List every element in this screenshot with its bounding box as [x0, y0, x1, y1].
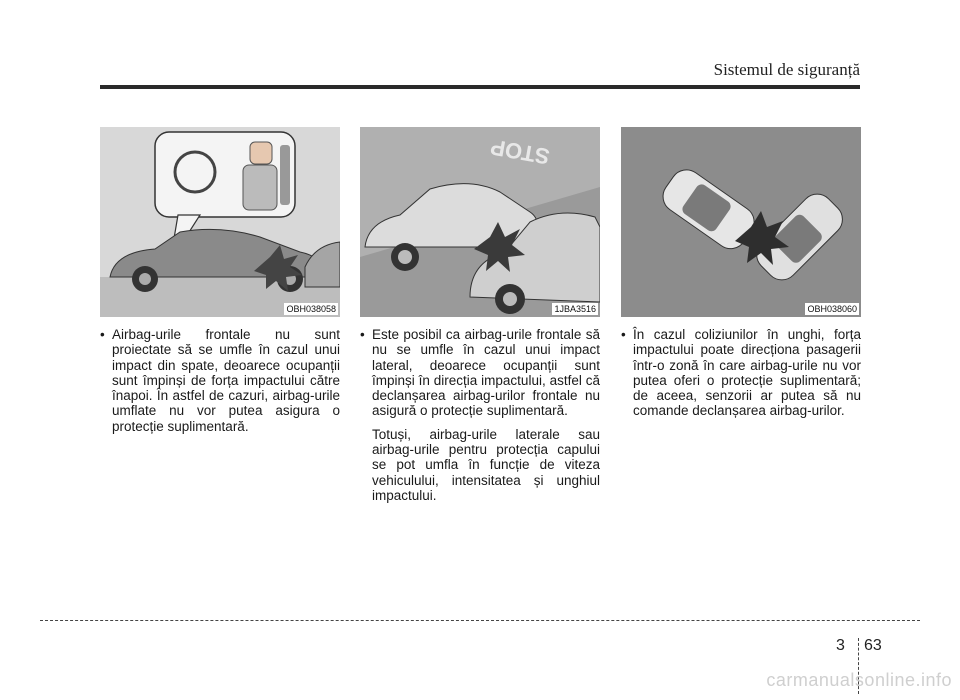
figure-code: OBH038058	[286, 304, 336, 314]
figure-side-impact	[360, 127, 600, 317]
section-number: 3	[836, 637, 845, 654]
column-angle-impact	[621, 127, 861, 419]
column-side-impact	[360, 127, 600, 503]
bullet-item	[360, 327, 600, 419]
bullet-text: În cazul coliziunilor în unghi, forța impactului poate direcționa pasagerii într-o zonă în care airbag-urile nu vor putea oferi o protecție suplimentară; de aceea, senzorii ar putea să nu comande declanșarea airbag-urilor.	[633, 327, 861, 419]
figure-code: 1JBA3516	[554, 304, 596, 314]
figure-angle-impact	[621, 127, 861, 317]
angle-impact-illustration	[621, 127, 861, 317]
side-impact-illustration	[360, 127, 600, 317]
bullet-symbol: •	[360, 327, 365, 342]
page-header-title: Sistemul de siguranță	[713, 60, 860, 79]
bullet-item	[100, 327, 340, 434]
rear-impact-illustration	[100, 127, 340, 317]
figure-code: OBH038060	[807, 304, 857, 314]
bullet-symbol: •	[100, 327, 105, 342]
page-number-value: 63	[864, 637, 882, 654]
bullet-text: Este posibil ca airbag-urile frontale să nu se umfle în cazul unui impact lateral, deoarece ocupanții sunt împinși în direcția impactului, astfel că declanșarea airbag-urilor frontale nu asigură o protecție suplimentară.	[372, 327, 600, 419]
footer-rule	[40, 620, 920, 621]
watermark: carmanualsonline.info	[766, 670, 952, 690]
bullet-text: Airbag-urile frontale nu sunt proiectate să se umfle în cazul unui impact din spate, deoarece ocupanții sunt împinși de forța impactului către înapoi. În astfel de cazuri, airbag-urile umflate nu vor putea asigura o protecție suplimentară.	[112, 327, 340, 434]
bullet-symbol: •	[621, 327, 626, 342]
bullet-item	[621, 327, 861, 419]
road-marking-text: STOP	[488, 134, 552, 170]
figure-rear-impact	[100, 127, 340, 317]
header-rule	[100, 85, 860, 89]
paragraph: Totuși, airbag-urile laterale sau airbag-urile pentru protecția capului se pot umfla în funcție de viteza vehiculului, intensitatea și unghiul impactului.	[372, 426, 600, 503]
column-rear-impact	[100, 127, 340, 434]
